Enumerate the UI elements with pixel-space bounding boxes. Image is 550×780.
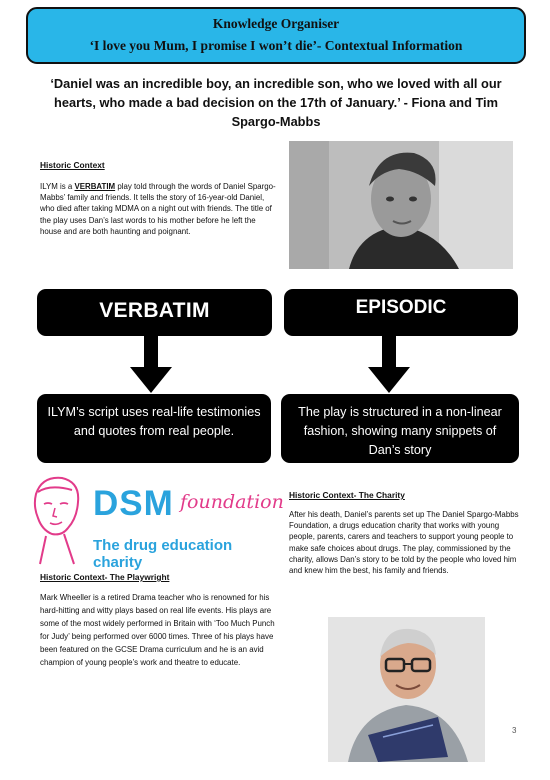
episodic-description-box: [281, 394, 519, 463]
header-banner: [26, 7, 526, 64]
charity-text: After his death, Daniel’s parents set up The Daniel Spargo-Mabbs Foundation, a drugs education charity that works with young people, parents, carers and teachers to support young people to make safe choices about drugs. The play, commissioned by the charity, allows Dan’s story to be told by the people who loved him and knew him the best, his family and friends.: [289, 510, 519, 576]
historic-context-lead: ILYM is a: [40, 182, 75, 191]
logo-tagline: The drug education charity: [93, 537, 233, 571]
verbatim-label: VERBATIM: [99, 299, 210, 322]
down-arrow-icon: [128, 335, 174, 395]
verbatim-keyword: VERBATIM: [74, 182, 116, 191]
historic-context-heading: Historic Context: [40, 160, 105, 170]
episodic-label: EPISODIC: [355, 297, 447, 318]
episodic-description: The play is structured in a non-linear fashion, showing many snippets of Dan’s story: [298, 405, 502, 457]
historic-context-rest: play told through the words of Daniel Spargo-Mabbs’ family and friends. It tells the story of 16-year-old Daniel, who died after taking MDMA on a night out with friends. The title of the play uses Dan’s last words to his mother before he left the house and are both haunting and poignant.: [40, 182, 276, 236]
daniel-photo: [289, 141, 513, 269]
playwright-text: Mark Wheeller is a retired Drama teacher who is renowned for his hard-hitting and witty plays based on real life events. His plays are some of the most widely performed in Britain with ‘Too Much Punch for Judy’ being performed over 6000 times. Three of his plays have been featured on the GCSE Drama curriculum and he is an avid champion of young people’s work and theatre to educate.: [40, 593, 275, 668]
charity-heading: Historic Context- The Charity: [289, 490, 405, 500]
page-number: 3: [512, 726, 517, 735]
playwright-photo: [328, 617, 485, 762]
logo-foundation-text: foundation: [180, 491, 284, 513]
face-logo-icon: [28, 474, 86, 566]
dsm-foundation-logo: [28, 474, 284, 571]
episodic-box: [284, 289, 518, 336]
verbatim-description-box: [37, 394, 271, 463]
playwright-heading: Historic Context- The Playwright: [40, 572, 170, 582]
verbatim-box: [37, 289, 272, 336]
logo-dsm-text: DSM: [93, 484, 174, 523]
down-arrow-icon: [366, 335, 412, 395]
family-quote: ‘Daniel was an incredible boy, an incredible son, who we loved with all our hearts, who made a bad decision on the 17th of January.’ - Fiona and Tim Spargo-Mabbs: [50, 76, 502, 129]
verbatim-description: ILYM’s script uses real-life testimonies and quotes from real people.: [47, 405, 261, 438]
page-subtitle: ‘I love you Mum, I promise I won’t die’- Contextual Information: [89, 38, 463, 53]
page-title: Knowledge Organiser: [212, 16, 340, 31]
historic-context-text: [40, 181, 278, 237]
